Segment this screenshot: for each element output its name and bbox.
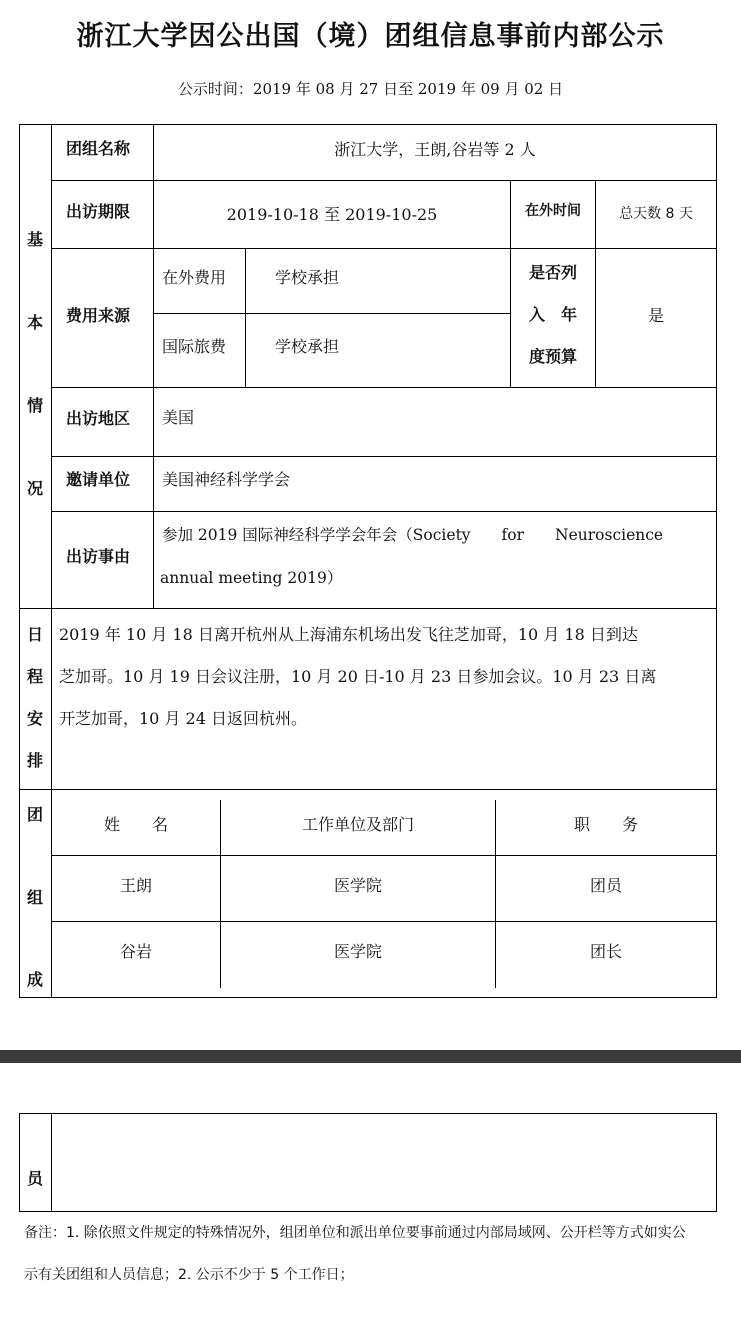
budget-value: 是 (647, 306, 664, 325)
period-label: 出访期限 (66, 202, 131, 221)
member-name: 谷岩 (119, 942, 152, 961)
budget-label-line2: 入 年 (528, 305, 577, 324)
section-schedule-char-4: 排 (26, 751, 43, 770)
inviter-label: 邀请单位 (66, 470, 131, 489)
member-title: 团员 (589, 876, 622, 895)
schedule-line-2: 芝加哥。10 月 19 日会议注册，10 月 20 日-10 月 23 日参加会议。10 月 23 日离 (59, 667, 657, 686)
section-schedule-char-3: 安 (26, 709, 43, 728)
group-name-label: 团组名称 (66, 139, 131, 158)
section-basic-char-3: 情 (26, 396, 43, 415)
purpose-label: 出访事由 (66, 547, 131, 566)
abroad-time-label: 在外时间 (525, 203, 581, 219)
members-header-title: 职 务 (573, 815, 638, 834)
member-unit: 医学院 (333, 942, 382, 961)
section-basic-char-2: 本 (26, 313, 43, 332)
purpose-line-1: 参加 2019 国际神经科学学会年会（Society for Neuroscience (162, 526, 664, 544)
member-title: 团长 (589, 942, 622, 961)
note-line-1: 备注：1. 除依照文件规定的特殊情况外，组团单位和派出单位要事前通过内部局域网、公开栏等方式如实公 (24, 1225, 686, 1241)
schedule-line-1: 2019 年 10 月 18 日离开杭州从上海浦东机场出发飞往芝加哥，10 月 18 日到达 (59, 625, 638, 644)
member-name: 王朗 (119, 876, 152, 895)
budget-label-line3: 度预算 (528, 347, 577, 366)
members-header-name: 姓 名 (103, 815, 168, 834)
group-name-value: 浙江大学，王朗,谷岩等 2 人 (334, 140, 536, 159)
note-line-2: 示有关团组和人员信息；2. 公示不少于 5 个工作日； (24, 1267, 354, 1283)
member-unit: 医学院 (333, 876, 382, 895)
abroad-time-value: 总天数 8 天 (619, 206, 693, 222)
section-members-char-1: 团 (26, 805, 43, 824)
funding-label: 费用来源 (66, 306, 131, 325)
section-members-char-3: 成 (26, 970, 43, 989)
abroad-cost-value: 学校承担 (275, 268, 340, 287)
page-break-divider (0, 1050, 741, 1063)
publish-period: 公示时间：2019 年 08 月 27 日至 2019 年 09 月 02 日 (177, 80, 564, 98)
period-value: 2019-10-18 至 2019-10-25 (226, 205, 438, 224)
section-schedule-char-2: 程 (26, 667, 43, 686)
section-basic-char-1: 基 (26, 230, 43, 249)
section-schedule-char-1: 日 (26, 625, 43, 644)
abroad-cost-label: 在外费用 (162, 268, 227, 287)
travel-cost-value: 学校承担 (275, 337, 340, 356)
region-value: 美国 (162, 408, 195, 427)
region-label: 出访地区 (66, 409, 131, 428)
members-header-unit: 工作单位及部门 (301, 815, 414, 834)
section-members-char-4: 员 (26, 1169, 43, 1188)
page-title: 浙江大学因公出国（境）团组信息事前内部公示 (76, 21, 665, 52)
section-members-char-2: 组 (26, 888, 43, 907)
purpose-line-2: annual meeting 2019） (160, 569, 343, 587)
travel-cost-label: 国际旅费 (162, 337, 227, 356)
section-basic-char-4: 况 (26, 479, 43, 498)
schedule-line-3: 开芝加哥，10 月 24 日返回杭州。 (59, 709, 307, 728)
inviter-value: 美国神经科学学会 (162, 470, 291, 489)
budget-label-line1: 是否列 (528, 263, 577, 282)
